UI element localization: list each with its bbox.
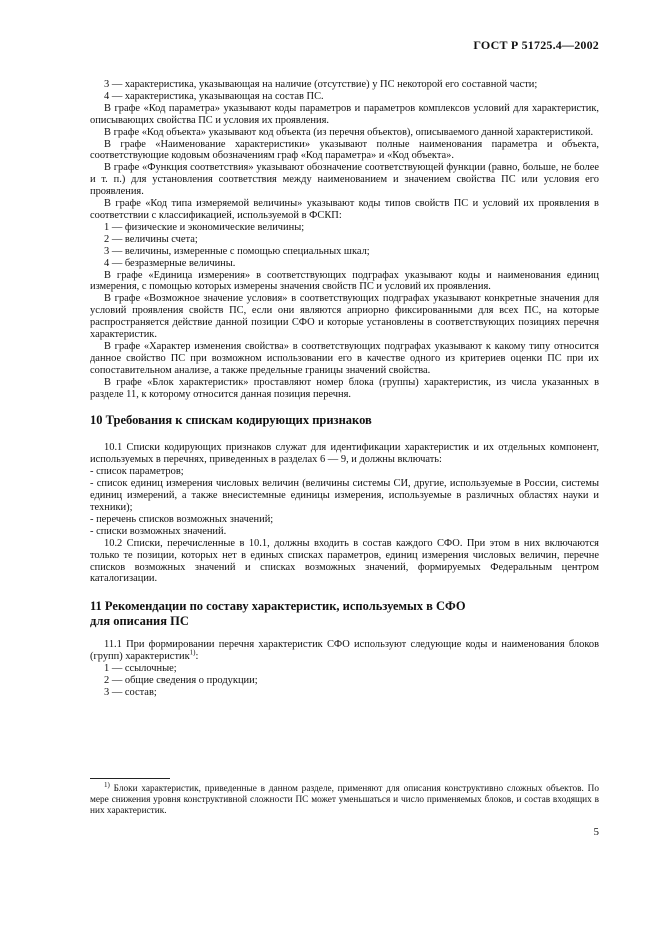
section-11-heading-line2: для описания ПС [90, 614, 189, 629]
section-11-heading [90, 599, 599, 629]
list-item: 3 — состав; [104, 686, 157, 698]
list-item: 1 — физические и экономические величины; [104, 221, 305, 233]
paragraph: В графе «Возможное значение условия» в соответствующих подграфах указывают конкретные значения для условий проявления свойств ПС, если они являются априорно фиксированными для всех ПС, на которые распространяется действие данной позиции СФО и которые установлены в соответствующих позициях перечня характеристик. [90, 293, 599, 341]
document-header: ГОСТ Р 51725.4—2002 [473, 38, 599, 52]
paragraph: В графе «Код объекта» указывают код объекта (из перечня объектов), описываемого данной характеристикой. [104, 126, 594, 138]
section-10-heading: 10 Требования к спискам кодирующих признаков [90, 413, 372, 428]
list-item: 2 — общие сведения о продукции; [104, 675, 258, 687]
footnote-divider [90, 778, 170, 779]
list-item: 3 — величины, измеренные с помощью специальных шкал; [104, 245, 370, 257]
document-body [90, 79, 599, 699]
lead-item: 3 — характеристика, указывающая на наличие (отсутствие) у ПС некоторой его составной части; [104, 79, 538, 90]
list-item: 2 — величины счета; [104, 233, 198, 245]
list-item: - список единиц измерения числовых величин (величины системы СИ, другие, используемые в России, системы единиц измерений, а также внесистемные единицы измерения, используемые в различных областях науки и техники); [90, 478, 599, 513]
paragraph: В графе «Код типа измеряемой величины» указывают коды типов свойств ПС и условий их проявления в соответствии с классификацией, используемой в ФСКП: [90, 198, 599, 221]
paragraph-text: 11.1 При формировании перечня характеристик СФО используют следующие коды и наименования блоков (групп) характеристик [90, 639, 599, 663]
paragraph: В графе «Блок характеристик» проставляют номер блока (группы) характеристик, из числа указанных в разделе 11, к которому относится данная позиция перечня. [90, 376, 599, 400]
list-item: 1 — ссылочные; [104, 663, 177, 675]
paragraph: 10.1 Списки кодирующих признаков служат для идентификации характеристик и их отдельных компонент, используемых в перечнях, приведенных в разделах 6 — 9, и должны включать: [90, 442, 599, 466]
footnote-body: Блоки характеристик, приведенные в данном разделе, применяют для описания конструктивно сложных объектов. По мере снижения уровня конструктивной сложности ПС может уменьшаться и число применяемых блоков, и состав входящих в них характеристик. [90, 784, 599, 817]
paragraph: 10.2 Списки, перечисленные в 10.1, должны входить в состав каждого СФО. При этом в них включаются только те позиции, которых нет в единых списках параметров, единиц измерения числовых величин, перечне списков возможных значений и списках возможных значений, формируемых Федеральным центром каталогизации. [90, 537, 599, 585]
page-number: 5 [593, 826, 599, 838]
footnote [90, 780, 599, 818]
footnote-text [90, 780, 599, 818]
footnote-mark: 1) [104, 780, 110, 789]
list-item: - список параметров; [90, 466, 184, 478]
section-11-heading-line1: 11 Рекомендации по составу характеристик, используемых в СФО [90, 599, 466, 614]
footnote-ref: 1) [189, 648, 196, 657]
paragraph [90, 639, 599, 663]
list-item: - списки возможных значений. [90, 525, 227, 537]
list-item: - перечень списков возможных значений; [90, 513, 274, 525]
paragraph: В графе «Наименование характеристики» указывают полные наименования параметра и объекта, соответствующие кодовым обозначениям граф «Код параметра» и «Код объекта». [90, 138, 599, 162]
paragraph: В графе «Единица измерения» в соответствующих подграфах указывают коды и наименования единиц измерения, с помощью которых измерены значения свойств ПС и условий их проявления. [90, 269, 599, 293]
paragraph: В графе «Функция соответствия» указывают обозначение соответствующей функции (равно, больше, не более и т. п.) для установления соответствия между наименованием и значением свойства ПС или условия его проявления. [90, 162, 599, 198]
paragraph: В графе «Характер изменения свойства» в соответствующих подграфах указывают к какому типу относится данное свойство ПС при возможном использовании его в качестве одного из критериев оценки ПС при их сопоставительном анализе, а также предельные границы значений свойства. [90, 340, 599, 376]
paragraph-end: : [195, 651, 199, 663]
list-item: 4 — безразмерные величины. [104, 257, 236, 269]
paragraph: В графе «Код параметра» указывают коды параметров и параметров комплексов условий для характеристик, описывающих свойства ПС и условия их проявления. [90, 102, 599, 126]
lead-item: 4 — характеристика, указывающая на состав ПС. [104, 90, 324, 102]
